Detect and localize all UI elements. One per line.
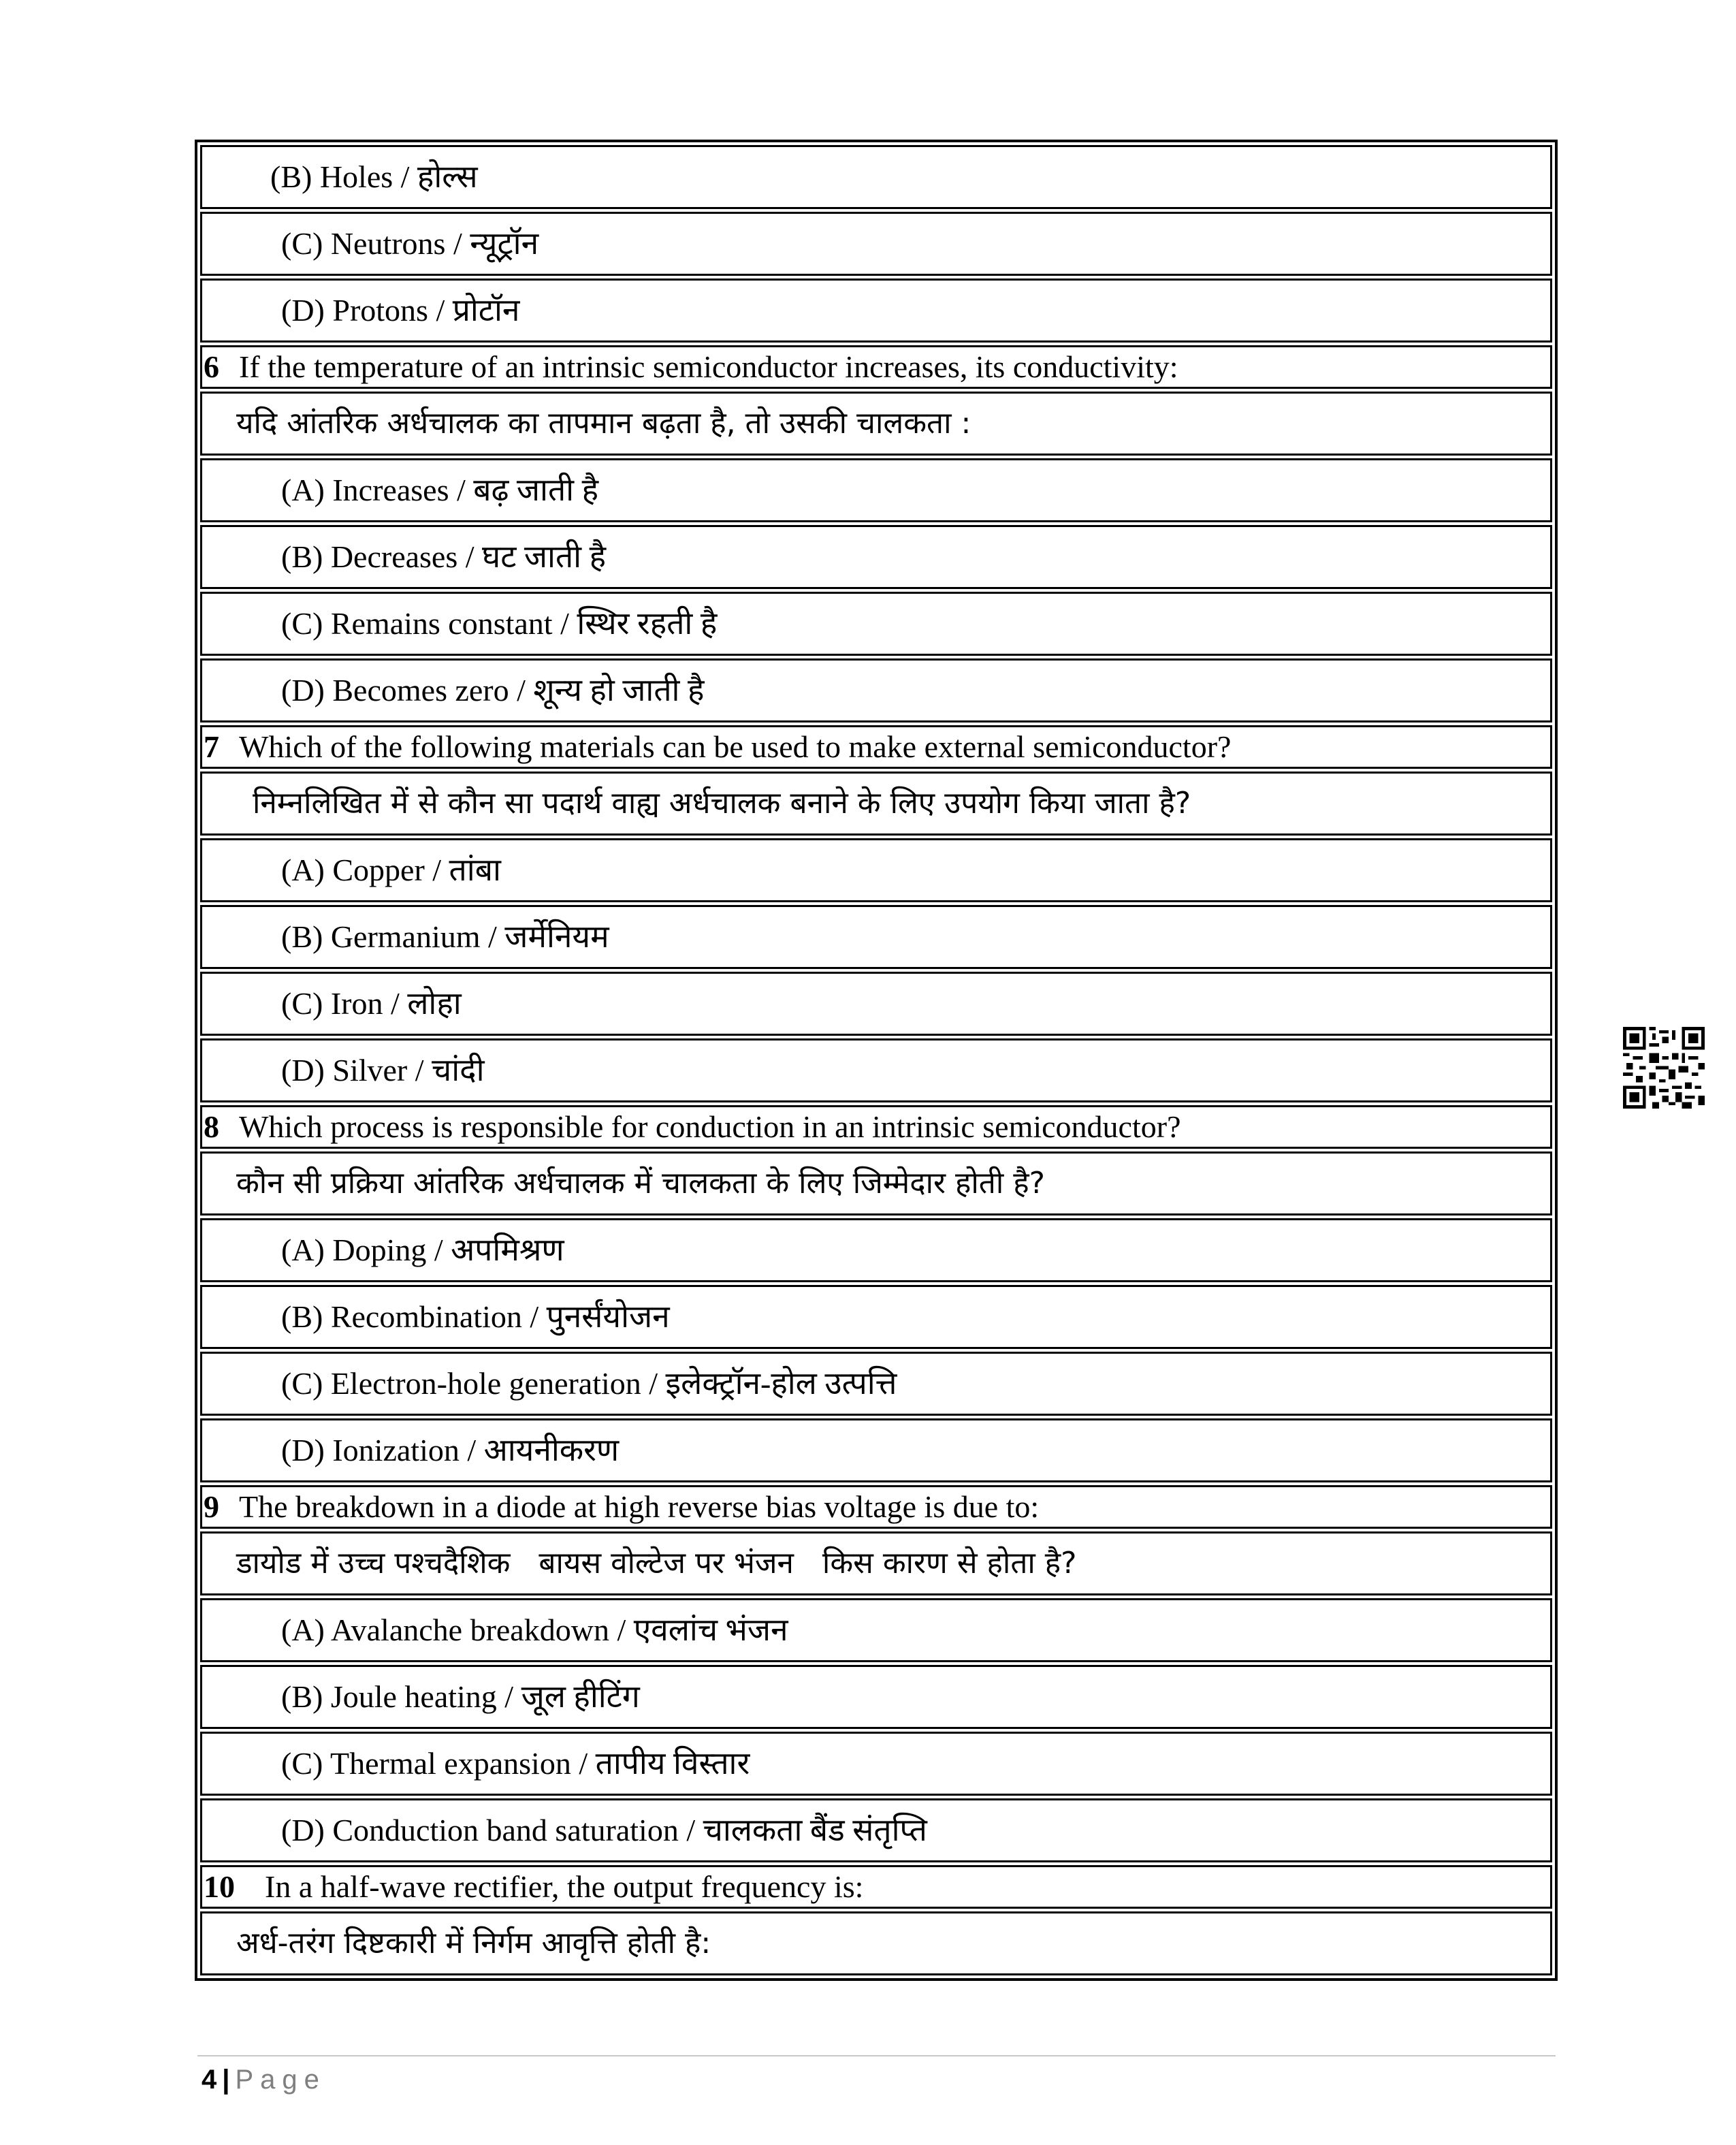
page-footer (202, 2063, 326, 2096)
q7-question-hindi (200, 772, 1552, 836)
q6-option-b (200, 525, 1552, 589)
question-text-hindi: डायोड में उच्च पश्चदैशिक बायस वोल्टेज पर भंजन किस कारण से होता है? (236, 1546, 1077, 1580)
q6-option-d (200, 658, 1552, 722)
question-number: 10 (204, 1869, 235, 1904)
option-text: (A) Increases / बढ़ जाती है (281, 473, 599, 507)
option-text: (C) Electron-hole generation / इलेक्ट्रॉन-होल उत्पत्ति (281, 1366, 897, 1401)
q5-option-c (200, 212, 1552, 276)
question-text-hindi: अर्ध-तरंग दिष्टकारी में निर्गम आवृत्ति होती है: (236, 1926, 711, 1960)
question-text: Which process is responsible for conduction in an intrinsic semiconductor? (239, 1109, 1181, 1144)
option-text: (A) Avalanche breakdown / एवलांच भंजन (281, 1612, 788, 1647)
option-text: (D) Ionization / आयनीकरण (281, 1433, 620, 1467)
option-text: (A) Copper / तांबा (281, 853, 501, 887)
q7-option-d (200, 1038, 1552, 1102)
q9-option-c (200, 1732, 1552, 1796)
option-text: (C) Thermal expansion / तापीय विस्तार (281, 1746, 750, 1781)
q8-option-a (200, 1218, 1552, 1282)
q5-option-d (200, 279, 1552, 343)
q6-option-a (200, 458, 1552, 522)
question-text: If the temperature of an intrinsic semiconductor increases, its conductivity: (239, 349, 1178, 384)
page-label: Page (235, 2065, 326, 2095)
q6-question-hindi (200, 392, 1552, 456)
q8-question-english (200, 1105, 1552, 1149)
q8-option-b (200, 1285, 1552, 1349)
qr-code-icon (1623, 1027, 1705, 1109)
q10-question-hindi (200, 1911, 1552, 1975)
question-text-hindi: यदि आंतरिक अर्धचालक का तापमान बढ़ता है, तो उसकी चालकता : (236, 406, 971, 441)
option-text: (B) Germanium / जर्मेनियम (281, 919, 609, 954)
question-number: 8 (204, 1109, 219, 1144)
option-text: (D) Becomes zero / शून्य हो जाती है (281, 673, 705, 708)
q9-question-english (200, 1485, 1552, 1529)
option-text: (B) Decreases / घट जाती है (281, 539, 607, 574)
footer-divider (197, 2055, 1556, 2056)
q5-option-b (200, 145, 1552, 209)
q8-question-hindi (200, 1151, 1552, 1216)
q7-option-c (200, 972, 1552, 1036)
question-number: 7 (204, 729, 219, 764)
question-table (195, 140, 1558, 1981)
option-text: (D) Conduction band saturation / चालकता बैंड संतृप्ति (281, 1813, 927, 1847)
question-text: In a half-wave rectifier, the output frequency is: (265, 1869, 864, 1904)
page-number: 4 (202, 2065, 217, 2095)
question-text: Which of the following materials can be used to make external semiconductor? (239, 729, 1232, 764)
option-text: (B) Recombination / पुनर्संयोजन (281, 1299, 670, 1334)
q8-option-d (200, 1418, 1552, 1482)
option-text: (C) Neutrons / न्यूट्रॉन (281, 226, 539, 261)
option-text: (D) Protons / प्रोटॉन (281, 293, 520, 328)
footer-separator: | (222, 2065, 230, 2095)
q9-question-hindi (200, 1531, 1552, 1595)
q10-question-english (200, 1865, 1552, 1909)
q9-option-b (200, 1665, 1552, 1729)
question-text-hindi: निम्नलिखित में से कौन सा पदार्थ वाह्य अर्धचालक बनाने के लिए उपयोग किया जाता है? (253, 786, 1191, 821)
q7-option-b (200, 905, 1552, 969)
question-text-hindi: कौन सी प्रक्रिया आंतरिक अर्धचालक में चालकता के लिए जिम्मेदार होती है? (236, 1166, 1045, 1201)
option-text: (C) Remains constant / स्थिर रहती है (281, 606, 718, 641)
q6-question-english (200, 345, 1552, 389)
option-text: (D) Silver / चांदी (281, 1053, 485, 1087)
q8-option-c (200, 1352, 1552, 1416)
option-text: (B) Holes / होल्स (270, 159, 478, 194)
option-text: (B) Joule heating / जूल हीटिंग (281, 1679, 640, 1714)
option-text: (A) Doping / अपमिश्रण (281, 1233, 564, 1267)
q9-option-a (200, 1598, 1552, 1662)
question-number: 9 (204, 1489, 219, 1524)
option-text: (C) Iron / लोहा (281, 986, 462, 1021)
q7-question-english (200, 725, 1552, 769)
q7-option-a (200, 838, 1552, 902)
question-number: 6 (204, 349, 219, 384)
q9-option-d (200, 1798, 1552, 1862)
q6-option-c (200, 592, 1552, 656)
question-text: The breakdown in a diode at high reverse bias voltage is due to: (239, 1489, 1040, 1524)
